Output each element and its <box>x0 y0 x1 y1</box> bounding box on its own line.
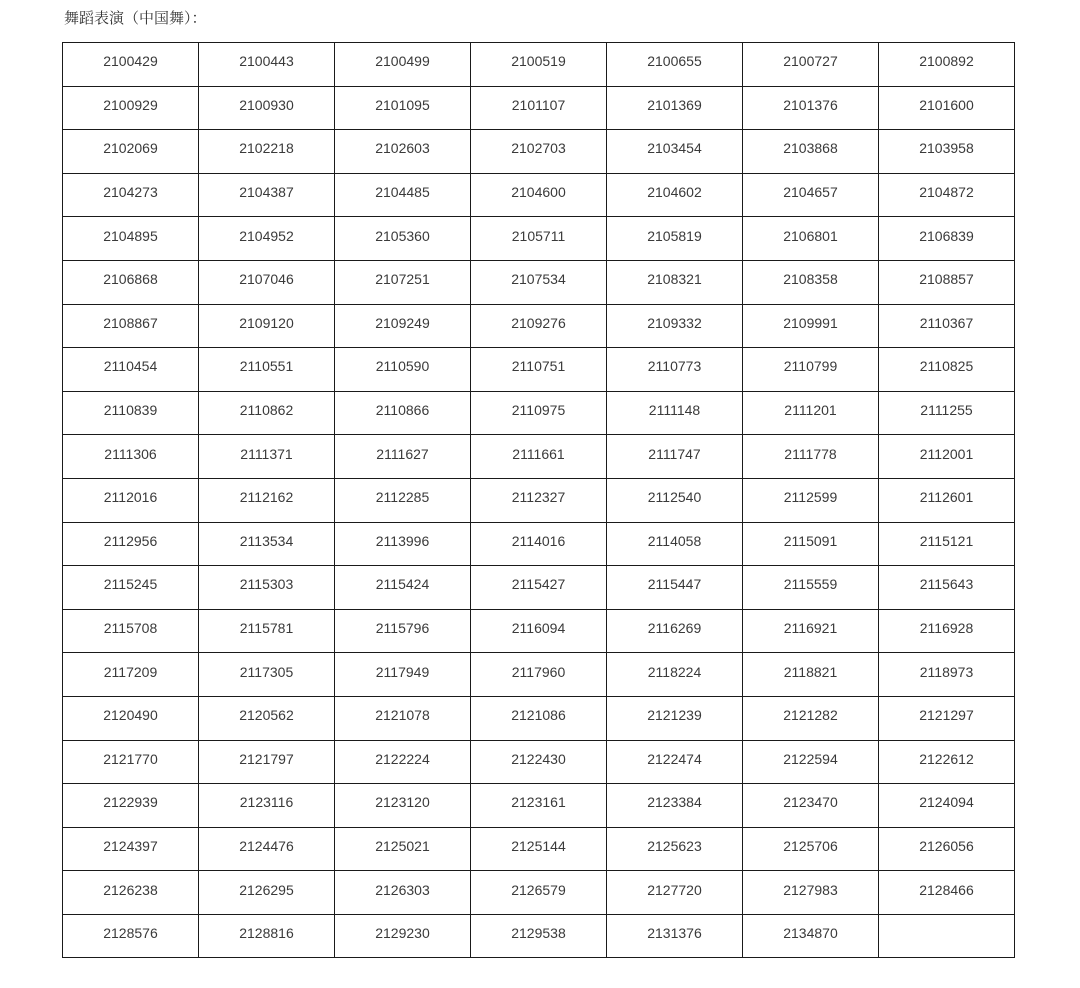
table-cell: 2114058 <box>607 522 743 566</box>
table-cell: 2110862 <box>199 391 335 435</box>
table-cell: 2107251 <box>335 260 471 304</box>
table-cell: 2115447 <box>607 566 743 610</box>
table-cell: 2110454 <box>63 348 199 392</box>
table-cell: 2110590 <box>335 348 471 392</box>
table-cell: 2123161 <box>471 784 607 828</box>
table-row <box>63 871 1015 915</box>
table-cell: 2126238 <box>63 871 199 915</box>
table-cell: 2105360 <box>335 217 471 261</box>
table-cell: 2125021 <box>335 827 471 871</box>
table-cell: 2109276 <box>471 304 607 348</box>
table-cell: 2124476 <box>199 827 335 871</box>
table-row <box>63 566 1015 610</box>
table-cell: 2100443 <box>199 43 335 87</box>
table-cell: 2128466 <box>879 871 1015 915</box>
table-cell: 2101095 <box>335 86 471 130</box>
table-cell: 2116928 <box>879 609 1015 653</box>
table-cell: 2104952 <box>199 217 335 261</box>
table-cell: 2115796 <box>335 609 471 653</box>
table-cell: 2115245 <box>63 566 199 610</box>
table-cell: 2116921 <box>743 609 879 653</box>
table-row <box>63 827 1015 871</box>
table-cell: 2113996 <box>335 522 471 566</box>
table-cell: 2103454 <box>607 130 743 174</box>
table-cell: 2111747 <box>607 435 743 479</box>
table-cell: 2121797 <box>199 740 335 784</box>
table-cell: 2101107 <box>471 86 607 130</box>
table-cell: 2110551 <box>199 348 335 392</box>
table-cell: 2117305 <box>199 653 335 697</box>
table-cell: 2111255 <box>879 391 1015 435</box>
table-cell: 2104273 <box>63 173 199 217</box>
table-cell: 2104602 <box>607 173 743 217</box>
table-cell: 2111306 <box>63 435 199 479</box>
table-cell: 2110367 <box>879 304 1015 348</box>
table-cell: 2117949 <box>335 653 471 697</box>
table-row <box>63 348 1015 392</box>
table-row <box>63 696 1015 740</box>
table-cell: 2127983 <box>743 871 879 915</box>
table-cell: 2103958 <box>879 130 1015 174</box>
table-cell: 2102603 <box>335 130 471 174</box>
table-cell: 2105711 <box>471 217 607 261</box>
table-cell: 2100519 <box>471 43 607 87</box>
table-row <box>63 86 1015 130</box>
table-cell: 2115643 <box>879 566 1015 610</box>
table-cell: 2112162 <box>199 478 335 522</box>
table-cell: 2126579 <box>471 871 607 915</box>
table-cell: 2123120 <box>335 784 471 828</box>
table-cell: 2113534 <box>199 522 335 566</box>
table-row <box>63 740 1015 784</box>
table-cell: 2118973 <box>879 653 1015 697</box>
table-cell: 2126056 <box>879 827 1015 871</box>
table-cell: 2110751 <box>471 348 607 392</box>
table-cell: 2115559 <box>743 566 879 610</box>
table-cell: 2122594 <box>743 740 879 784</box>
table-cell: 2117209 <box>63 653 199 697</box>
table-cell: 2104872 <box>879 173 1015 217</box>
table-cell: 2111627 <box>335 435 471 479</box>
table-cell: 2114016 <box>471 522 607 566</box>
table-cell: 2115424 <box>335 566 471 610</box>
table-cell: 2121239 <box>607 696 743 740</box>
table-cell: 2112956 <box>63 522 199 566</box>
table-row <box>63 522 1015 566</box>
table-cell: 2111201 <box>743 391 879 435</box>
table-cell: 2124094 <box>879 784 1015 828</box>
admission-number-table <box>62 42 1015 958</box>
table-cell: 2111778 <box>743 435 879 479</box>
table-cell: 2102069 <box>63 130 199 174</box>
table-cell: 2106868 <box>63 260 199 304</box>
table-cell: 2124397 <box>63 827 199 871</box>
table-row <box>63 217 1015 261</box>
table-cell: 2128816 <box>199 914 335 958</box>
table-cell: 2120562 <box>199 696 335 740</box>
table-row <box>63 914 1015 958</box>
table-cell: 2123470 <box>743 784 879 828</box>
table-cell: 2112001 <box>879 435 1015 479</box>
table-cell: 2121078 <box>335 696 471 740</box>
table-cell: 2121770 <box>63 740 199 784</box>
table-cell: 2125623 <box>607 827 743 871</box>
table-row <box>63 43 1015 87</box>
table-cell: 2122224 <box>335 740 471 784</box>
table-cell: 2104600 <box>471 173 607 217</box>
table-cell: 2115091 <box>743 522 879 566</box>
table-cell: 2115303 <box>199 566 335 610</box>
table-row <box>63 653 1015 697</box>
table-cell: 2111148 <box>607 391 743 435</box>
table-row <box>63 173 1015 217</box>
table-cell: 2110773 <box>607 348 743 392</box>
table-cell: 2105819 <box>607 217 743 261</box>
table-cell: 2122612 <box>879 740 1015 784</box>
table-row <box>63 260 1015 304</box>
table-cell: 2121297 <box>879 696 1015 740</box>
table-cell: 2100499 <box>335 43 471 87</box>
table-cell: 2129230 <box>335 914 471 958</box>
table-cell: 2101600 <box>879 86 1015 130</box>
table-cell: 2104895 <box>63 217 199 261</box>
table-cell: 2112016 <box>63 478 199 522</box>
table-cell: 2108857 <box>879 260 1015 304</box>
table-cell: 2109332 <box>607 304 743 348</box>
table-cell: 2110825 <box>879 348 1015 392</box>
table-row <box>63 609 1015 653</box>
table-cell: 2109120 <box>199 304 335 348</box>
table-cell: 2122474 <box>607 740 743 784</box>
table-cell: 2126303 <box>335 871 471 915</box>
table-cell: 2103868 <box>743 130 879 174</box>
table-cell: 2112285 <box>335 478 471 522</box>
table-cell: 2123116 <box>199 784 335 828</box>
table-cell: 2120490 <box>63 696 199 740</box>
table-cell: 2123384 <box>607 784 743 828</box>
table-row <box>63 478 1015 522</box>
table-cell: 2121282 <box>743 696 879 740</box>
table-cell: 2104387 <box>199 173 335 217</box>
table-cell: 2122939 <box>63 784 199 828</box>
table-cell: 2122430 <box>471 740 607 784</box>
table-cell: 2100655 <box>607 43 743 87</box>
table-cell: 2115121 <box>879 522 1015 566</box>
table-cell: 2131376 <box>607 914 743 958</box>
table-cell: 2112327 <box>471 478 607 522</box>
table-cell: 2115781 <box>199 609 335 653</box>
table-cell: 2115427 <box>471 566 607 610</box>
table-cell: 2126295 <box>199 871 335 915</box>
table-cell: 2125144 <box>471 827 607 871</box>
table-cell: 2112599 <box>743 478 879 522</box>
table-row <box>63 391 1015 435</box>
table-cell: 2100892 <box>879 43 1015 87</box>
table-cell: 2108321 <box>607 260 743 304</box>
table-cell: 2110866 <box>335 391 471 435</box>
table-cell: 2111661 <box>471 435 607 479</box>
section-heading: 舞蹈表演（中国舞）： <box>64 9 207 27</box>
table-cell <box>879 914 1015 958</box>
table-cell: 2108358 <box>743 260 879 304</box>
table-cell: 2116094 <box>471 609 607 653</box>
table-cell: 2110799 <box>743 348 879 392</box>
table-row <box>63 784 1015 828</box>
table-cell: 2110975 <box>471 391 607 435</box>
table-cell: 2107534 <box>471 260 607 304</box>
table-cell: 2104657 <box>743 173 879 217</box>
table-cell: 2100727 <box>743 43 879 87</box>
table-cell: 2102703 <box>471 130 607 174</box>
table-cell: 2127720 <box>607 871 743 915</box>
table-cell: 2100929 <box>63 86 199 130</box>
table-cell: 2109249 <box>335 304 471 348</box>
table-cell: 2121086 <box>471 696 607 740</box>
table-cell: 2134870 <box>743 914 879 958</box>
table-cell: 2118224 <box>607 653 743 697</box>
table-cell: 2102218 <box>199 130 335 174</box>
table-cell: 2129538 <box>471 914 607 958</box>
table-cell: 2107046 <box>199 260 335 304</box>
table-cell: 2125706 <box>743 827 879 871</box>
table-row <box>63 435 1015 479</box>
table-body <box>63 43 1015 958</box>
table-row <box>63 130 1015 174</box>
table-cell: 2106839 <box>879 217 1015 261</box>
table-cell: 2111371 <box>199 435 335 479</box>
table-cell: 2101376 <box>743 86 879 130</box>
table-cell: 2108867 <box>63 304 199 348</box>
table-cell: 2109991 <box>743 304 879 348</box>
table-cell: 2110839 <box>63 391 199 435</box>
table-cell: 2117960 <box>471 653 607 697</box>
table-cell: 2101369 <box>607 86 743 130</box>
table-cell: 2100429 <box>63 43 199 87</box>
table-cell: 2104485 <box>335 173 471 217</box>
table-row <box>63 304 1015 348</box>
table-cell: 2100930 <box>199 86 335 130</box>
table-cell: 2116269 <box>607 609 743 653</box>
table-cell: 2128576 <box>63 914 199 958</box>
table-cell: 2118821 <box>743 653 879 697</box>
table-cell: 2112540 <box>607 478 743 522</box>
table-cell: 2112601 <box>879 478 1015 522</box>
table-cell: 2106801 <box>743 217 879 261</box>
table-cell: 2115708 <box>63 609 199 653</box>
